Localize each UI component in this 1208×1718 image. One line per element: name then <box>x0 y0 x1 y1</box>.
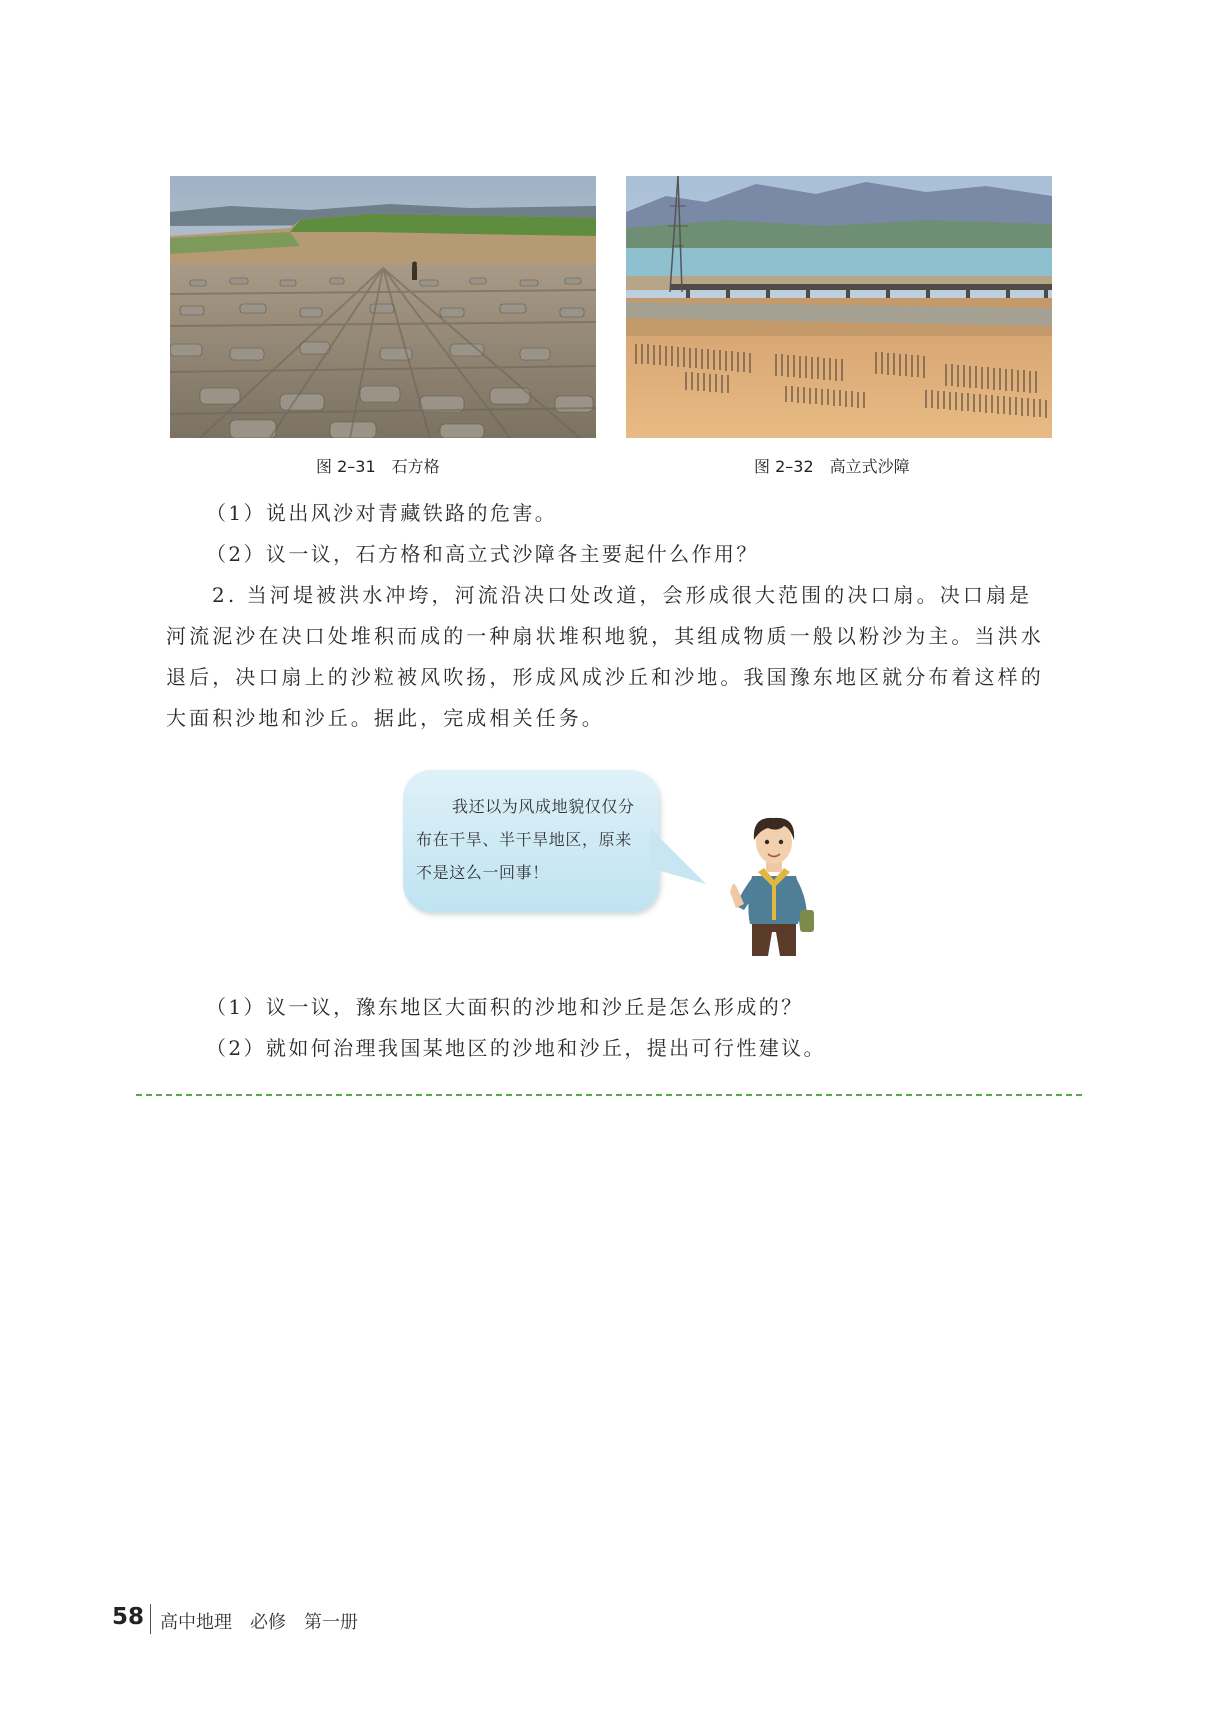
figure-caption-2-31 <box>316 454 440 477</box>
question-1-2: （2）议一议，石方格和高立式沙障各主要起什么作用？ <box>206 542 759 566</box>
figure-number: 图 2–31 <box>316 457 376 476</box>
book-title: 高中地理 必修 第一册 <box>160 1612 358 1633</box>
figure-title: 石方格 <box>391 457 440 476</box>
figure-caption-2-32 <box>754 454 910 477</box>
question-2-2: （2）就如何治理我国某地区的沙地和沙丘，提出可行性建议。 <box>206 1036 826 1060</box>
speech-bubble-text: 我还以为风成地貌仅仅分布在干旱、半干旱地区，原来不是这么一回事！ <box>416 797 635 882</box>
student-character-illustration <box>724 806 824 958</box>
figure-number: 图 2–32 <box>754 457 814 476</box>
footer-divider <box>150 1604 151 1634</box>
stone-grid-photo <box>170 176 596 438</box>
page-number: 58 <box>112 1604 145 1630</box>
question-1-1: （1）说出风沙对青藏铁路的危害。 <box>206 501 558 525</box>
figure-title: 高立式沙障 <box>829 457 910 476</box>
high-sand-barrier-photo <box>626 176 1052 438</box>
paragraph-2: 2. 当河堤被洪水冲垮，河流沿决口处改道，会形成很大范围的决口扇。决口扇是河流泥沙在决口处堆积而成的一种扇状堆积地貌，其组成物质一般以粉沙为主。当洪水退后，决口扇上的沙粒被风吹扬，形成风成沙丘和沙地。我国豫东地区就分布着这样的大面积沙地和沙丘。据此，完成相关任务。 <box>166 583 1044 730</box>
speech-bubble-tail <box>650 820 710 890</box>
section-divider <box>136 1094 1082 1096</box>
question-2-1: （1）议一议，豫东地区大面积的沙地和沙丘是怎么形成的？ <box>206 995 804 1019</box>
